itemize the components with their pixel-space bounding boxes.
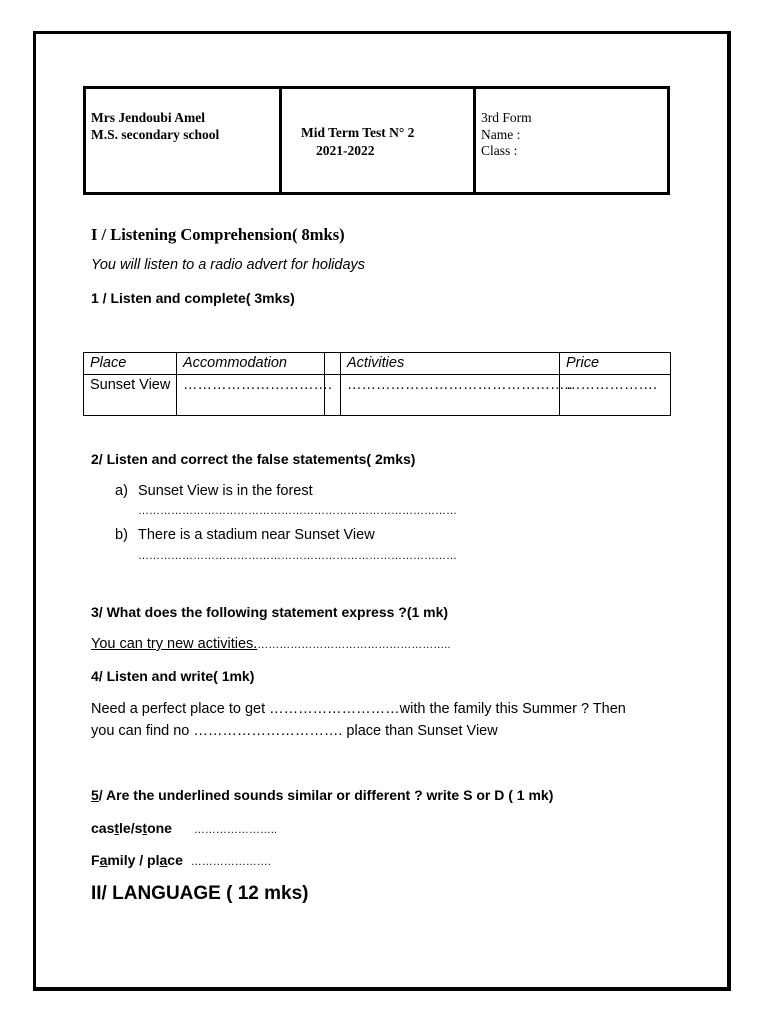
q5-item-2-part: F [91, 852, 100, 868]
table-header-cell [325, 353, 341, 375]
q2-item-b-answer-line[interactable]: …………………………………………………………………………… [138, 550, 457, 562]
section1-title: I / Listening Comprehension( 8mks) [91, 225, 345, 244]
form-label: 3rd Form [481, 110, 532, 125]
table-header-cell: Activities [341, 353, 560, 375]
q5-item-2-answer-line[interactable]: …………………. [190, 856, 271, 868]
school-name: M.S. secondary school [91, 127, 220, 142]
question-1-title: 1 / Listen and complete( 3mks) [91, 290, 295, 306]
q3-statement: You can try new activities. [91, 636, 258, 652]
header-test-cell [282, 89, 476, 192]
q5-text: / Are the underlined sounds similar or different ? write S or D ( 1 mk) [98, 787, 554, 803]
q2-item-b-text: There is a stadium near Sunset View [138, 527, 375, 543]
header-student-cell [476, 89, 667, 192]
q3-answer-line[interactable]: …………………………………………….. [257, 639, 451, 651]
q5-item-1-part: cas [91, 820, 115, 836]
completion-table [83, 352, 671, 416]
q5-item-1 [91, 820, 277, 836]
q5-item-2-underlined: a [159, 852, 168, 868]
test-title: Mid Term Test N° 2 [301, 125, 415, 140]
name-field-label: Name : [481, 127, 521, 142]
table-cell-activities[interactable]: ……………………………………….. [341, 375, 560, 416]
table-header-cell: Price [560, 353, 671, 375]
q5-item-2-part: mily / pl [107, 852, 160, 868]
header-teacher-cell [86, 89, 282, 192]
q5-item-1-underlined: t [114, 820, 120, 836]
table-cell-price[interactable]: ………………. [560, 375, 671, 416]
table-header-cell: Accommodation [177, 353, 325, 375]
q5-item-2 [91, 852, 271, 868]
q4-text-line-1: Need a perfect place to get ………………………with the family this Summer ? Then [91, 701, 626, 717]
section1-intro: You will listen to a radio advert for holidays [91, 257, 366, 273]
q2-item-a-answer-line[interactable]: …………………………………………………………………………… [138, 505, 457, 517]
q5-item-1-part: one [147, 820, 172, 836]
q5-item-2-part: ce [167, 852, 183, 868]
q5-item-2-underlined: a [99, 852, 108, 868]
q5-item-1-part: le/s [119, 820, 143, 836]
table-header-row [84, 353, 671, 375]
question-2-title: 2/ Listen and correct the false statements( 2mks) [91, 451, 416, 467]
teacher-name: Mrs Jendoubi Amel [91, 110, 206, 125]
class-field-label: Class : [481, 143, 518, 158]
table-cell-accommodation[interactable]: …………………………. [177, 375, 325, 416]
q2-item-a-marker: a) [115, 483, 128, 499]
school-year: 2021-2022 [316, 143, 375, 158]
table-row [84, 375, 671, 416]
q4-text-line-2: you can find no …………………………. place than Sunset View [91, 723, 498, 739]
section2-title: II/ LANGUAGE ( 12 mks) [91, 883, 309, 904]
q3-line [91, 636, 450, 652]
question-4-title: 4/ Listen and write( 1mk) [91, 668, 255, 684]
q5-item-1-answer-line[interactable]: ………………….. [193, 824, 277, 836]
q5-number: 5 [91, 787, 99, 803]
table-cell-place: Sunset View [84, 375, 177, 416]
header-box [83, 86, 670, 195]
table-header-cell: Place [84, 353, 177, 375]
q5-item-1-underlined: t [142, 820, 148, 836]
q2-item-a-text: Sunset View is in the forest [138, 483, 313, 499]
q2-item-b-marker: b) [115, 527, 128, 543]
question-5-title [91, 787, 553, 803]
question-3-title: 3/ What does the following statement express ?(1 mk) [91, 604, 449, 620]
